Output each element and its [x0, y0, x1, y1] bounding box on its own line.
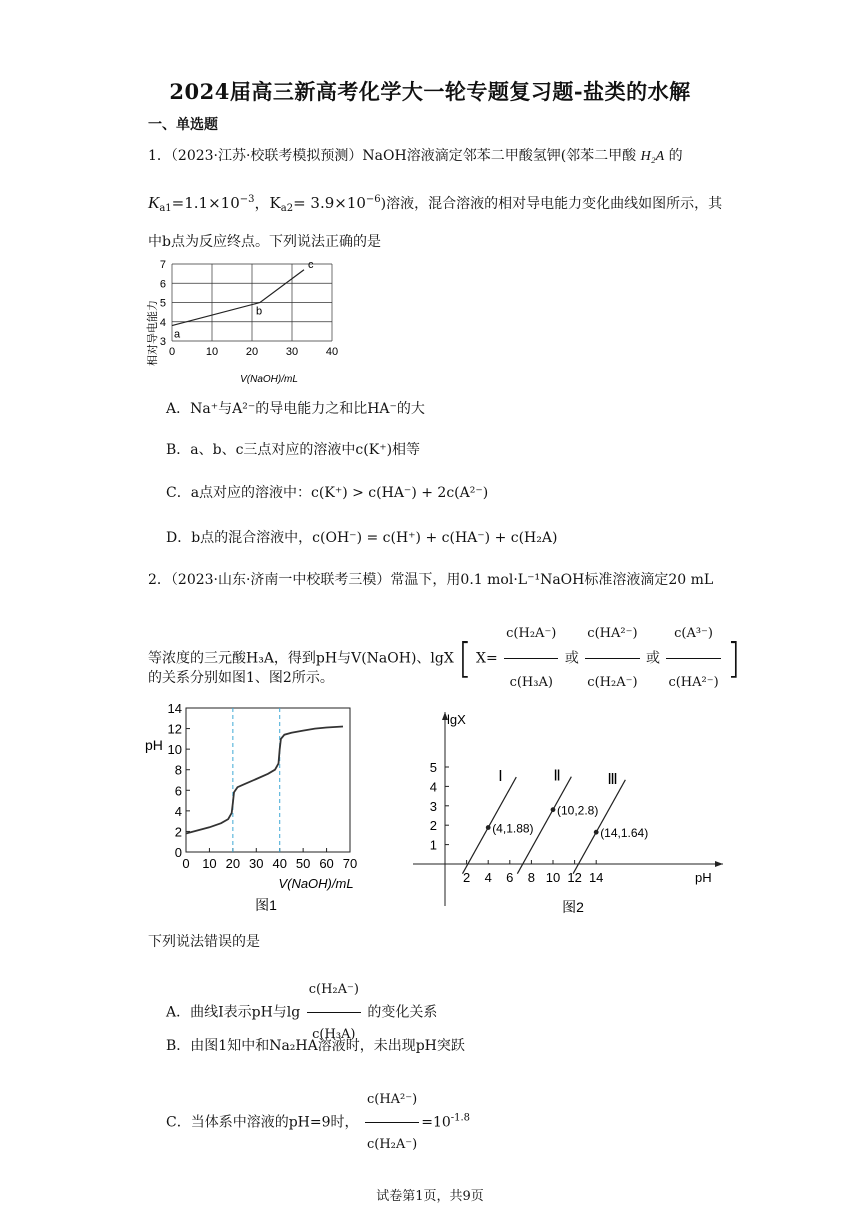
q1-line2 [148, 190, 722, 219]
right-bracket: ] [727, 634, 741, 683]
page-footer: 试卷第1页，共9页 [376, 1189, 484, 1204]
x-tick-label: 10 [202, 856, 217, 871]
q2-option-b[interactable]: B．由图1知中和Na₂HA溶液时，未出现pH突跃 [166, 1038, 465, 1054]
titration-frame [186, 708, 350, 852]
x-eq: X= [476, 650, 498, 667]
ka1-symbol: K [148, 193, 160, 212]
y-tick-label: 14 [167, 701, 182, 716]
y-tick-label: 2 [429, 818, 437, 834]
point-label-c: c [308, 258, 314, 271]
series-point-3 [594, 830, 599, 835]
lgx-chart [405, 706, 735, 922]
series-point-1 [486, 825, 491, 830]
titration-chart [140, 698, 370, 918]
conductivity-series-line [172, 270, 304, 326]
or-2: 或 [645, 650, 660, 667]
x-tick-label: 40 [325, 346, 339, 358]
y-tick-label: 12 [167, 721, 182, 737]
x-axis-arrow [715, 861, 723, 867]
x-tick-label: 0 [168, 346, 176, 358]
series-name-2: Ⅱ [553, 767, 561, 785]
y-tick-label: 4 [159, 316, 166, 329]
ka1-exp: −3 [239, 194, 255, 205]
q2-line2 [148, 610, 740, 707]
lgx-marks [462, 768, 648, 874]
ka1-sub: a1 [159, 203, 172, 214]
x-tick-label: 50 [295, 856, 311, 871]
titration-caption: 图1 [255, 897, 277, 913]
left-bracket: [ [458, 634, 472, 683]
q1-line2-end: )溶液，混合溶液的相对导电能力变化曲线如图所示，其 [380, 196, 723, 212]
x-tick-label: 4 [484, 870, 492, 885]
q2-option-c-prefix: C．当体系中溶液的pH=9时， [166, 1114, 359, 1131]
ka2-sub: a2 [280, 203, 294, 214]
y-tick-label: 5 [429, 760, 437, 775]
titration-curve [186, 727, 343, 834]
conductivity-axes [160, 259, 338, 358]
x-tick-label: 0 [182, 856, 190, 871]
or-1: 或 [564, 650, 579, 667]
q2-option-a-num: c(H₂A⁻) [307, 968, 361, 1013]
conductivity-grid [172, 264, 332, 341]
conductivity-xlabel: V(NaOH)/mL [240, 374, 298, 385]
q2-option-c[interactable] [166, 1078, 470, 1167]
q2-option-c-num: c(HA²⁻) [365, 1078, 419, 1123]
x-tick-label: 30 [285, 346, 299, 358]
fraction-2 [585, 610, 639, 707]
y-tick-label: 6 [159, 278, 166, 291]
q1-line3: 中b点为反应终点。下列说法正确的是 [148, 234, 381, 250]
x-tick-label: 60 [319, 856, 334, 871]
q1-option-c[interactable]: C．a点对应的溶液中：c(K⁺) > c(HA⁻) + 2c(A²⁻) [166, 485, 489, 501]
titration-ylabel: pH [145, 737, 163, 753]
conductivity-ylabel: 相对导电能力 [147, 300, 159, 366]
point-label-b: b [256, 305, 263, 318]
q2-line3: 的关系分别如图1、图2所示。 [148, 670, 334, 686]
lgx-xlabel: pH [695, 870, 712, 885]
series-name-1: Ⅰ [498, 768, 503, 786]
point-label-1: (4,1.88) [492, 821, 534, 836]
point-label-3: (14,1.64) [600, 826, 649, 841]
x-tick-label: 40 [272, 856, 287, 871]
y-tick-label: 5 [159, 297, 166, 310]
section-heading: 一、单选题 [148, 117, 218, 133]
q2-option-a-den: c(H₃A) [312, 1027, 356, 1042]
y-tick-label: 6 [174, 783, 182, 799]
q1-line1-text: 1．（2023·江苏·校联考模拟预测）NaOH溶液滴定邻苯二甲酸氢钾(邻苯二甲酸 [148, 148, 637, 164]
q1-option-a[interactable]: A．Na⁺与A²⁻的导电能力之和比HA⁻的大 [166, 401, 425, 417]
conductivity-marks [172, 259, 314, 341]
point-label-a: a [174, 328, 181, 341]
x-tick-label: 30 [249, 856, 264, 871]
fraction-3 [666, 610, 720, 707]
q2-option-c-den: c(H₂A⁻) [366, 1137, 418, 1152]
lgx-ylabel: lgX [447, 712, 466, 727]
q1-option-b[interactable]: B．a、b、c三点对应的溶液中c(K⁺)相等 [166, 442, 421, 458]
q1-option-d[interactable]: D．b点的混合溶液中，c(OH⁻) = c(H⁺) + c(HA⁻) + c(H₂A) [166, 530, 558, 546]
y-tick-label: 8 [174, 762, 182, 778]
q2-option-a-prefix: A．曲线Ⅰ表示pH与lg [166, 1004, 301, 1021]
y-tick-label: 4 [429, 779, 437, 795]
q2-question: 下列说法错误的是 [148, 934, 260, 950]
point-label-2: (10,2.8) [557, 803, 599, 818]
page-title: 2024届高三新高考化学大一轮专题复习题-盐类的水解 [169, 79, 691, 104]
y-tick-label: 3 [159, 336, 166, 348]
y-tick-label: 10 [167, 742, 182, 758]
fraction-2-den: c(H₂A⁻) [587, 675, 638, 690]
ka2-exp: −6 [365, 194, 381, 205]
x-tick-label: 8 [527, 870, 536, 885]
x-tick-label: 20 [245, 346, 259, 358]
y-tick-label: 1 [429, 837, 437, 853]
q2-line1: 2．（2023·山东·济南一中校联考三模）常温下，用0.1 mol·L⁻¹NaOH标准溶液滴定20 mL [148, 572, 714, 588]
conductivity-chart [142, 258, 352, 388]
q1-h2a: H₂A [640, 149, 665, 164]
y-tick-label: 4 [174, 803, 182, 819]
q2-option-c-fraction [365, 1078, 419, 1167]
series-point-2 [551, 807, 556, 812]
q2-line2-prefix: 等浓度的三元酸H₃A，得到pH与V(NaOH)、lgX [148, 650, 454, 667]
x-tick-label: 20 [225, 856, 241, 871]
y-tick-label: 3 [429, 798, 437, 814]
x-tick-label: 10 [205, 346, 219, 358]
fraction-3-den: c(HA²⁻) [668, 675, 719, 690]
ka2-symbol: ，K [254, 194, 281, 212]
ka1-value: =1.1×10 [171, 194, 240, 212]
x-tick-label: 12 [567, 870, 582, 885]
q2-option-c-exp: -1.8 [450, 1112, 471, 1124]
fraction-3-num: c(A³⁻) [666, 610, 720, 659]
x-tick-label: 2 [462, 870, 471, 885]
x-tick-label: 14 [588, 870, 604, 885]
q2-option-c-value: =10 [421, 1114, 451, 1131]
q1-line1-end: 的 [668, 148, 683, 164]
lgx-caption: 图2 [562, 899, 584, 915]
titration-marks [186, 708, 343, 852]
titration-xlabel: V(NaOH)/mL [278, 876, 354, 891]
x-tick-label: 6 [506, 870, 514, 885]
fraction-2-num: c(HA²⁻) [585, 610, 639, 659]
y-tick-label: 7 [159, 259, 166, 271]
y-tick-label: 0 [174, 845, 182, 860]
fraction-1 [504, 610, 558, 707]
x-tick-label: 70 [342, 856, 358, 871]
x-tick-label: 10 [545, 870, 561, 885]
series-name-3: Ⅲ [607, 770, 618, 788]
q2-option-a-suffix: 的变化关系 [367, 1004, 438, 1021]
q1-line1 [148, 146, 683, 167]
fraction-1-num: c(H₂A⁻) [504, 610, 558, 659]
y-tick-label: 2 [174, 824, 182, 840]
fraction-1-den: c(H₃A) [509, 675, 553, 690]
ka2-value: = 3.9×10 [293, 194, 366, 212]
